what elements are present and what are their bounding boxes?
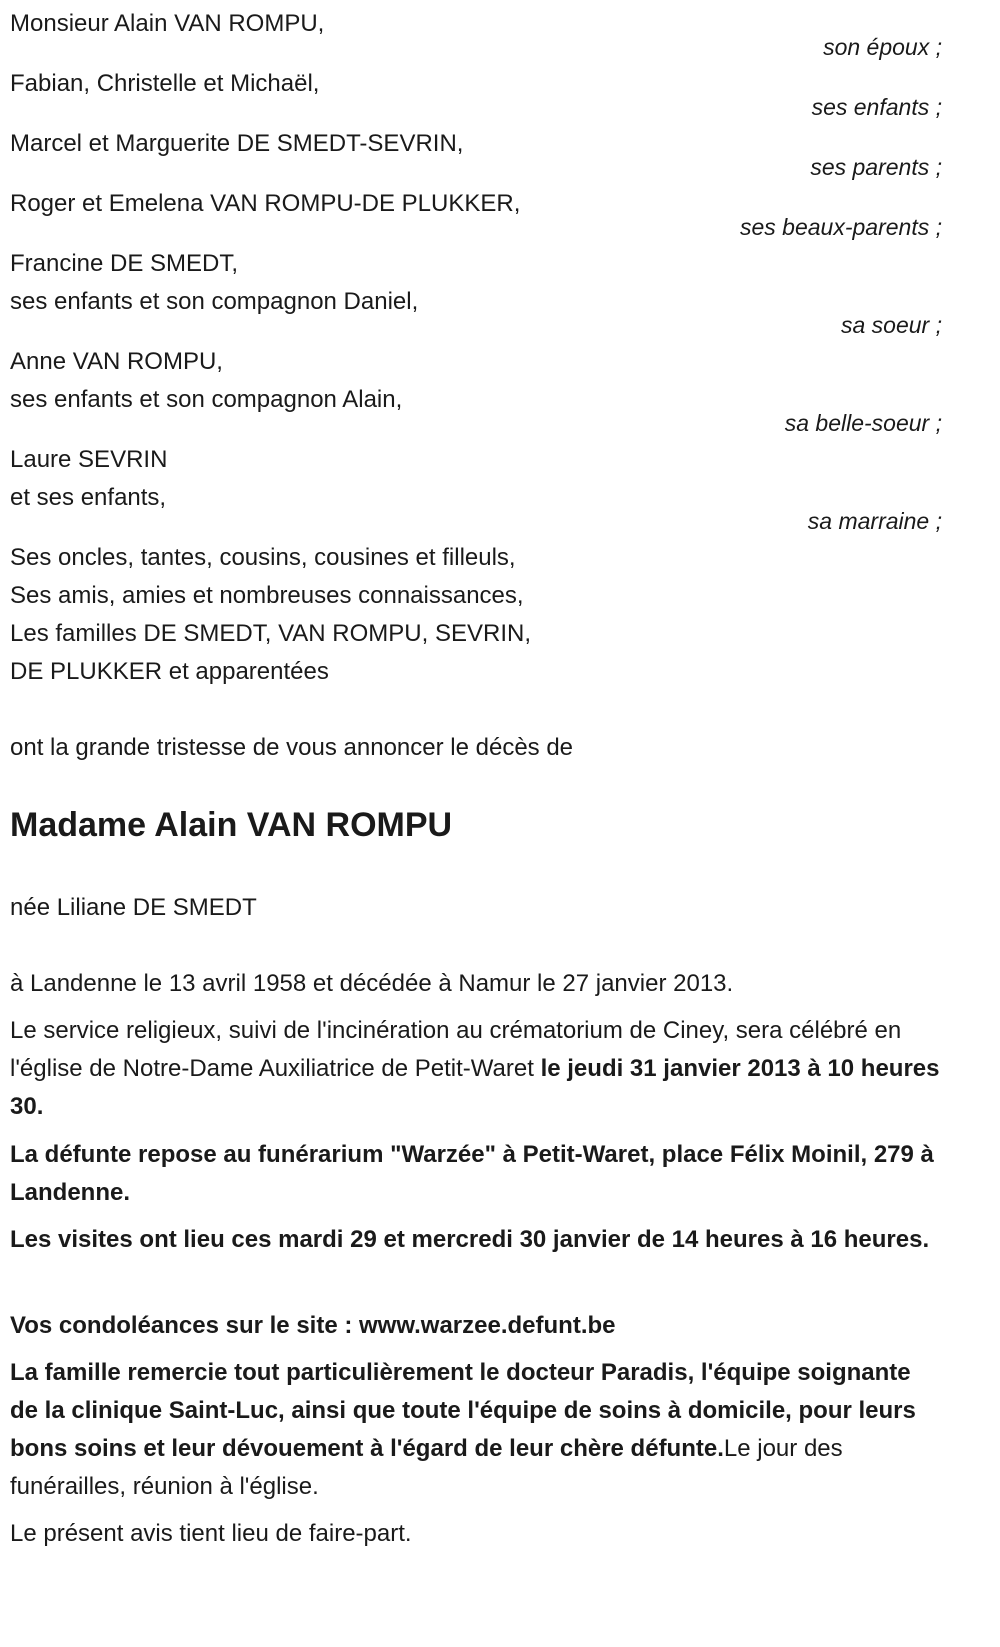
thanks	[10, 1354, 940, 1506]
relatives-line: Ses amis, amies et nombreuses connaissances,	[10, 582, 524, 609]
repose-info: La défunte repose au funérarium "Warzée" à Petit-Waret, place Félix Moinil, 279 à Landenne.	[10, 1141, 934, 1206]
family-name: Marcel et Marguerite DE SMEDT-SEVRIN,	[10, 130, 464, 157]
family-name: Roger et Emelena VAN ROMPU-DE PLUKKER,	[10, 190, 521, 217]
relatives-line: Ses oncles, tantes, cousins, cousines et filleuls,	[10, 544, 516, 571]
visits-info: Les visites ont lieu ces mardi 29 et mercredi 30 janvier de 14 heures à 16 heures.	[10, 1226, 930, 1253]
funeral-meeting: Le jour des funérailles, réunion à l'église.	[10, 1435, 843, 1500]
family-role: sa belle-soeur ;	[784, 410, 942, 436]
relatives-line: Les familles DE SMEDT, VAN ROMPU, SEVRIN,	[10, 620, 531, 647]
family-role: sa soeur ;	[841, 312, 942, 338]
family-name: Monsieur Alain VAN ROMPU,	[10, 10, 325, 37]
announcement: ont la grande tristesse de vous annoncer le décès de	[10, 734, 574, 761]
family-member-sister	[10, 245, 940, 321]
relatives-line: DE PLUKKER et apparentées	[10, 658, 329, 685]
family-role: ses beaux-parents ;	[739, 214, 942, 240]
family-name: ses enfants et son compagnon Daniel,	[10, 288, 419, 315]
condolences-info: Vos condoléances sur le site : www.warzee.defunt.be	[10, 1312, 616, 1339]
closing-note: Le présent avis tient lieu de faire-part.	[10, 1520, 412, 1547]
service-date: le jeudi 31 janvier 2013 à 10 heures 30.	[10, 1055, 940, 1120]
birth-name: née Liliane DE SMEDT	[10, 894, 257, 921]
deceased-name: Madame Alain VAN ROMPU	[10, 806, 453, 844]
family-name: Fabian, Christelle et Michaël,	[10, 70, 320, 97]
family-member-spouse	[10, 5, 940, 43]
family-member-parents	[10, 125, 940, 163]
family-role: ses parents ;	[810, 154, 942, 180]
family-name: Laure SEVRIN	[10, 446, 168, 473]
family-role: sa marraine ;	[807, 508, 942, 534]
service-text: Le service religieux, suivi de l'incinération au crématorium de Ciney, sera célébré en l'église de Notre-Dame Auxiliatrice de Petit-Waret	[10, 1017, 902, 1082]
family-name: ses enfants et son compagnon Alain,	[10, 386, 403, 413]
family-role: son époux ;	[823, 34, 942, 60]
family-member-godmother	[10, 441, 940, 517]
family-name: et ses enfants,	[10, 484, 167, 511]
family-role: ses enfants ;	[811, 94, 942, 120]
other-relatives	[10, 539, 940, 691]
family-member-children	[10, 65, 940, 103]
family-name: Francine DE SMEDT,	[10, 250, 239, 277]
dates: à Landenne le 13 avril 1958 et décédée à Namur le 27 janvier 2013.	[10, 970, 734, 997]
thanks-text: La famille remercie tout particulièrement le docteur Paradis, l'équipe soignante de la clinique Saint-Luc, ainsi que toute l'équipe de soins à domicile, pour leurs bons soins et leur dévouement à l'égard de leur chère défunte.	[10, 1359, 916, 1462]
service-info	[10, 1012, 940, 1126]
family-name: Anne VAN ROMPU,	[10, 348, 223, 375]
